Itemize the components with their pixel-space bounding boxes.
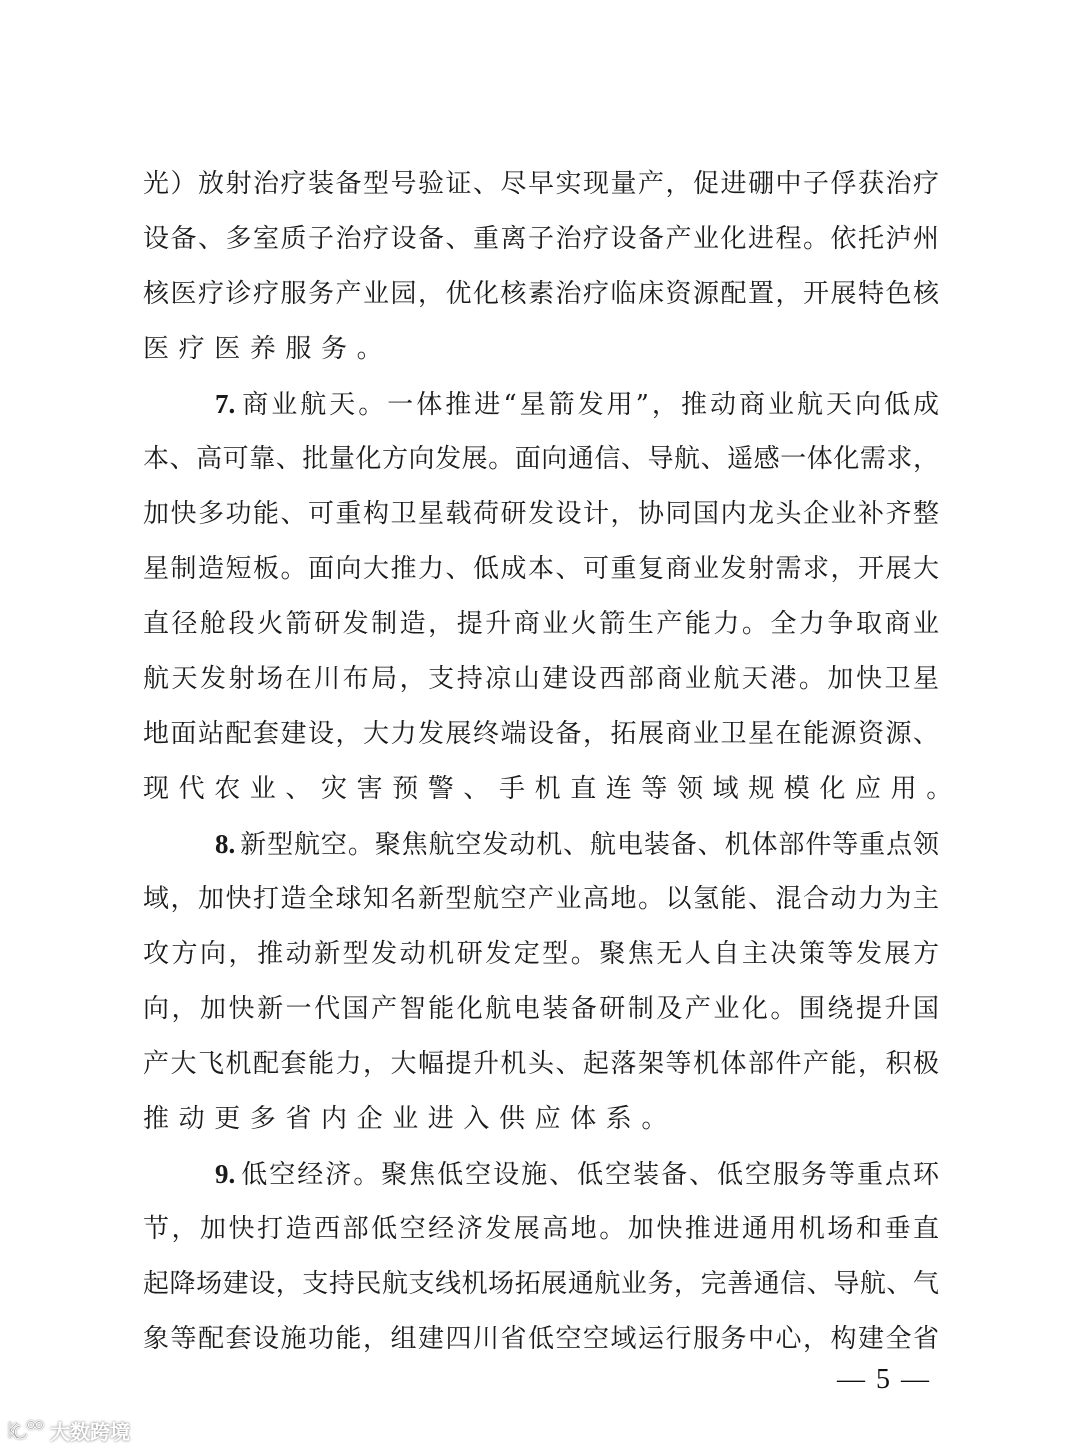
text-line: 象等配套设施功能，组建四川省低空空域运行服务中心，构建全省 — [143, 1324, 939, 1354]
text-line: 航天发射场在川布局，支持凉山建设西部商业航天港。加快卫星 — [143, 664, 939, 694]
text-line: 核医疗诊疗服务产业园，优化核素治疗临床资源配置，开展特色核 — [143, 279, 939, 309]
text-line: 设备、多室质子治疗设备、重离子治疗设备产业化进程。依托泸州 — [143, 224, 939, 254]
section-number: 7. — [215, 389, 236, 419]
text-line: 直径舱段火箭研发制造，提升商业火箭生产能力。全力争取商业 — [143, 609, 939, 639]
text-line: 新型航空。聚焦航空发动机、航电装备、机体部件等重点领 — [239, 830, 939, 860]
watermark-text: 大数跨境 — [50, 1420, 130, 1444]
text-line: 向，加快新一代国产智能化航电装备研制及产业化。围绕提升国 — [143, 994, 939, 1024]
text-line: 推动更多省内企业进入供应体系。 — [143, 1104, 678, 1134]
text-line: 本、高可靠、批量化方向发展。面向通信、导航、遥感一体化需求， — [143, 444, 939, 474]
text-line: 域，加快打造全球知名新型航空产业高地。以氢能、混合动力为主 — [143, 884, 939, 914]
text-line: 光）放射治疗装备型号验证、尽早实现量产，促进硼中子俘获治疗 — [143, 169, 939, 199]
page-number: — 5 — — [837, 1364, 931, 1395]
paragraph-first-line — [143, 377, 939, 432]
text-line: 医疗医养服务。 — [143, 334, 393, 364]
paragraph-low-altitude-economy — [143, 1147, 939, 1367]
section-number: 9. — [215, 1159, 236, 1189]
paragraph-continued — [143, 157, 939, 377]
text-line: 商业航天。一体推进“星箭发用”，推动商业航天向低成 — [239, 390, 939, 420]
text-line: 加快多功能、可重构卫星载荷研发设计，协同国内龙头企业补齐整 — [143, 499, 939, 529]
paragraph-new-aviation — [143, 817, 939, 1147]
document-body — [143, 157, 962, 1367]
paragraph-first-line — [143, 817, 939, 872]
paragraph-commercial-aerospace — [143, 377, 962, 817]
section-number: 8. — [215, 829, 236, 859]
text-line: 节，加快打造西部低空经济发展高地。加快推进通用机场和垂直 — [143, 1214, 939, 1244]
speech-bubble-logo-icon — [6, 1418, 46, 1444]
text-line: 星制造短板。面向大推力、低成本、可重复商业发射需求，开展大 — [143, 554, 939, 584]
paragraph-first-line — [143, 1147, 939, 1202]
watermark — [6, 1416, 130, 1445]
text-line: 攻方向，推动新型发动机研发定型。聚焦无人自主决策等发展方 — [143, 939, 939, 969]
text-line: 低空经济。聚焦低空设施、低空装备、低空服务等重点环 — [239, 1160, 939, 1190]
text-line: 起降场建设，支持民航支线机场拓展通航业务，完善通信、导航、气 — [143, 1269, 939, 1299]
text-line: 地面站配套建设，大力发展终端设备，拓展商业卫星在能源资源、 — [143, 719, 939, 749]
text-line: 产大飞机配套能力，大幅提升机头、起落架等机体部件产能，积极 — [143, 1049, 939, 1079]
text-line: 现代农业、灾害预警、手机直连等领域规模化应用。 — [143, 774, 962, 804]
